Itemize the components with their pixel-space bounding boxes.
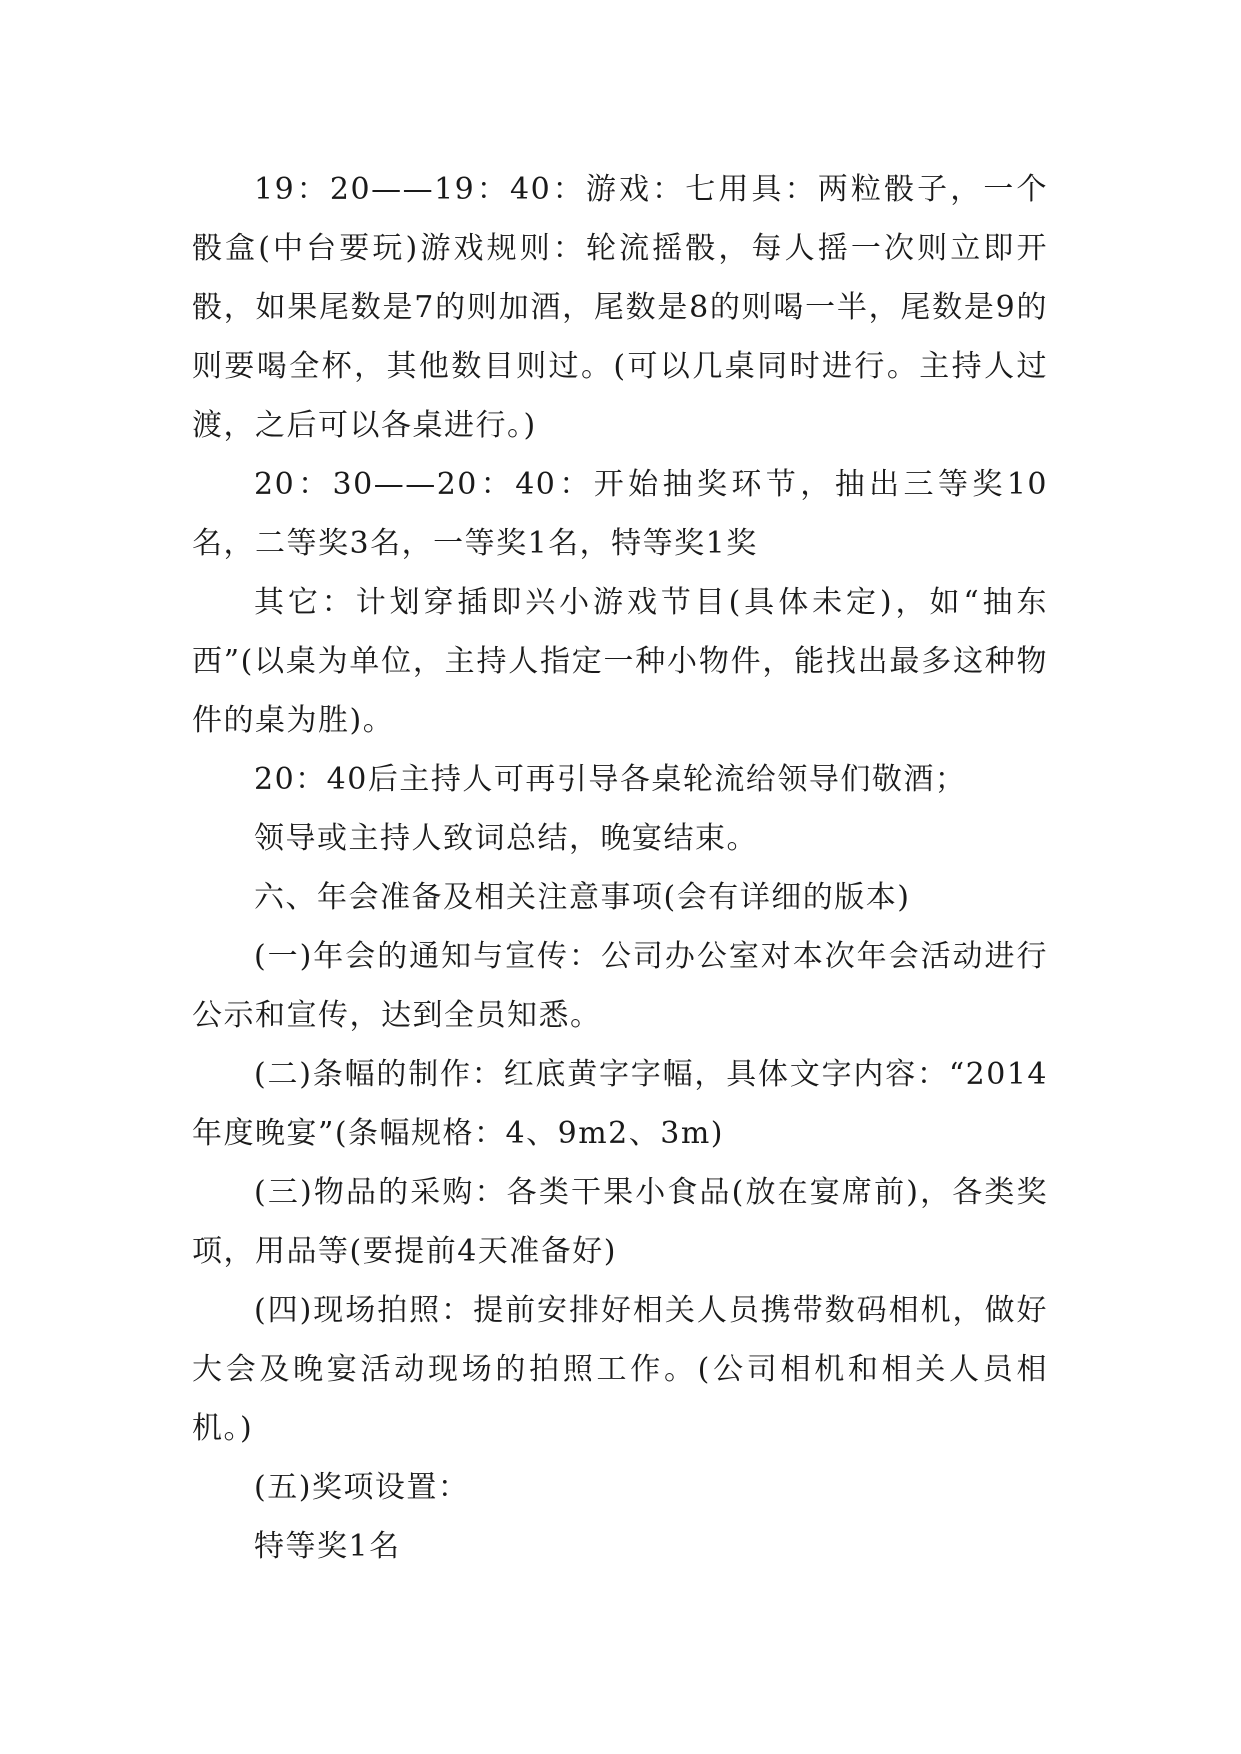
- document-body: [192, 160, 1048, 1576]
- paragraph-other-games: 其它：计划穿插即兴小游戏节目(具体未定)，如“抽东西”(以桌为单位，主持人指定一种小物件，能找出最多这种物件的桌为胜)。: [192, 585, 1048, 738]
- paragraph-purchase: (三)物品的采购：各类干果小食品(放在宴席前)，各类奖项，用品等(要提前4天准备好): [192, 1175, 1048, 1269]
- paragraph-closing: 领导或主持人致词总结，晚宴结束。: [254, 821, 758, 856]
- paragraph-game-schedule: 19：20——19：40：游戏：七用具：两粒骰子，一个骰盒(中台要玩)游戏规则：轮流摇骰，每人摇一次则立即开骰，如果尾数是7的则加酒，尾数是8的则喝一半，尾数是9的则要喝全杯，其他数目则过。(可以几桌同时进行。主持人过渡，之后可以各桌进行。): [192, 172, 1048, 443]
- paragraph-grand-prize: 特等奖1名: [254, 1529, 401, 1564]
- paragraph-banner: (二)条幅的制作：红底黄字字幅，具体文字内容：“2014年度晚宴”(条幅规格：4、9m2、3m): [192, 1057, 1048, 1151]
- paragraph-lottery-schedule: 20：30——20：40：开始抽奖环节，抽出三等奖10名，二等奖3名，一等奖1名，特等奖1奖: [192, 467, 1048, 561]
- paragraph-toast: 20：40后主持人可再引导各桌轮流给领导们敬酒；: [254, 762, 967, 797]
- paragraph-notice: (一)年会的通知与宣传：公司办公室对本次年会活动进行公示和宣传，达到全员知悉。: [192, 939, 1048, 1033]
- section-heading-preparation: 六、年会准备及相关注意事项(会有详细的版本): [254, 880, 911, 915]
- paragraph-awards-heading: (五)奖项设置：: [254, 1470, 470, 1505]
- paragraph-photography: (四)现场拍照：提前安排好相关人员携带数码相机，做好大会及晚宴活动现场的拍照工作。(公司相机和相关人员相机。): [192, 1293, 1048, 1446]
